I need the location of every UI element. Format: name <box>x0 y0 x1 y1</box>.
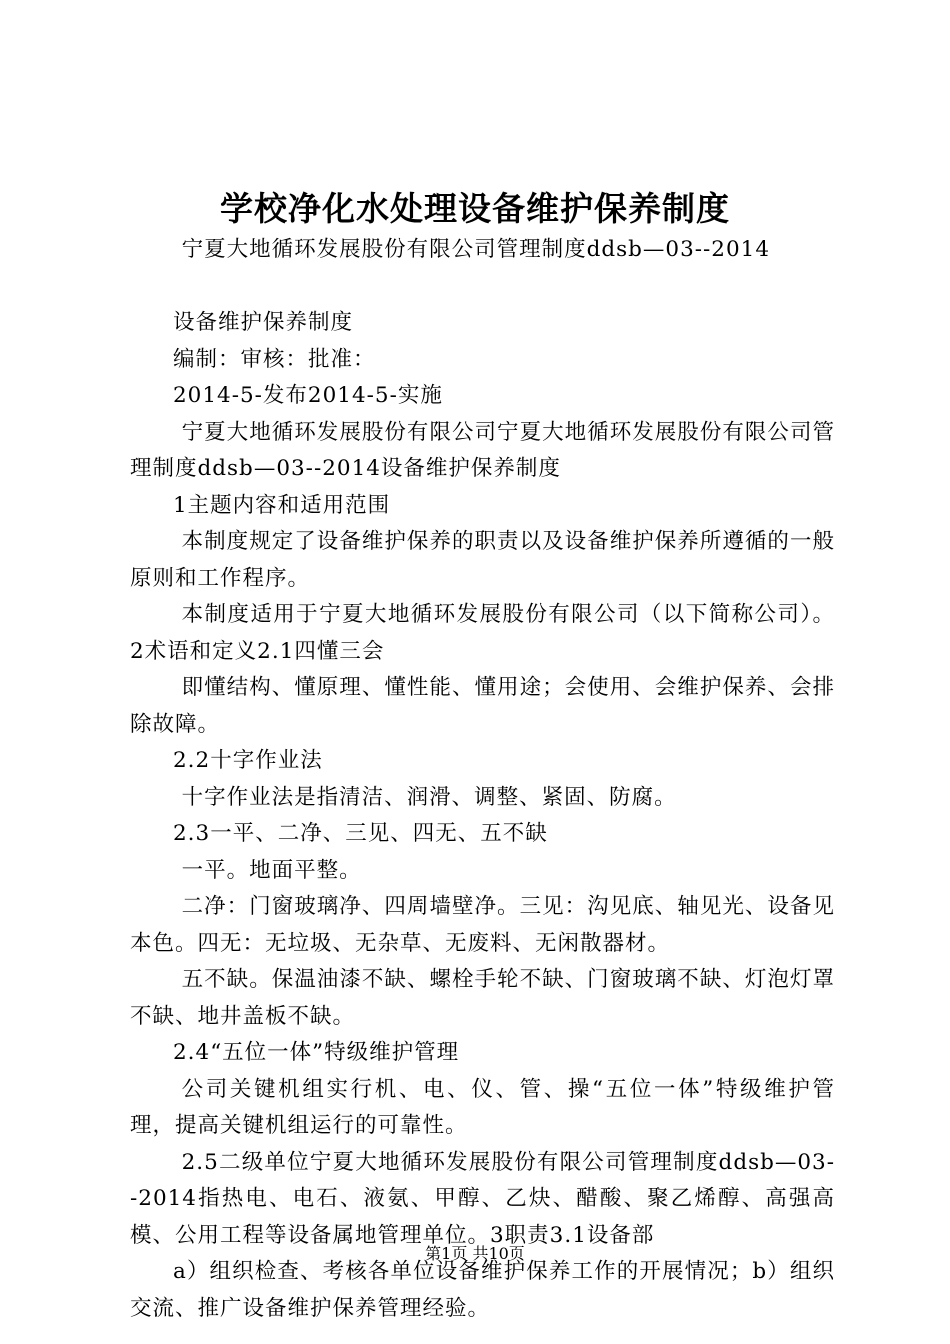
section-heading: 2.3一平、二净、三见、四无、五不缺 <box>173 821 548 846</box>
paragraph: 一平。地面平整。 <box>181 857 362 883</box>
paragraph: 本制度规定了设备维护保养的职责以及设备维护保养所遵循的一般原则和工作程序。 <box>130 529 835 591</box>
paragraph: 二净：门窗玻璃净、四周墙壁净。三见：沟见底、轴见光、设备见本色。四无：无垃圾、无杂草、无废料、无闲散器材。 <box>130 894 835 956</box>
paragraph: 2014-5-发布2014-5-实施 <box>173 383 443 408</box>
paragraph: 2.5二级单位宁夏大地循环发展股份有限公司管理制度ddsb—03--2014指热电、电石、液氨、甲醇、乙炔、醋酸、聚乙烯醇、高强高模、公用工程等设备属地管理单位。3职责3.1设备部 <box>130 1149 835 1248</box>
paragraph: 编制：审核：批准： <box>173 346 376 372</box>
document-body <box>130 232 835 1327</box>
spacer <box>130 269 835 306</box>
document-subtitle: 宁夏大地循环发展股份有限公司管理制度ddsb—03--2014 <box>181 237 771 262</box>
paragraph: 五不缺。保温油漆不缺、螺栓手轮不缺、门窗玻璃不缺、灯泡灯罩不缺、地井盖板不缺。 <box>130 967 835 1029</box>
paragraph: 十字作业法是指清洁、润滑、调整、紧固、防腐。 <box>181 784 677 810</box>
document-title: 学校净化水处理设备维护保养制度 <box>220 189 730 228</box>
section-heading: 2.4“五位一体”特级维护管理 <box>173 1040 460 1065</box>
page-number: 第1页 共10页 <box>425 1244 525 1263</box>
paragraph: 本制度适用于宁夏大地循环发展股份有限公司（以下简称公司）。2术语和定义2.1四懂三会 <box>130 602 835 664</box>
paragraph: 即懂结构、懂原理、懂性能、懂用途；会使用、会维护保养、会排除故障。 <box>130 675 835 737</box>
section-heading: 1主题内容和适用范围 <box>173 492 391 518</box>
paragraph: 设备维护保养制度 <box>173 310 354 335</box>
section-heading: 2.2十字作业法 <box>173 748 323 773</box>
paragraph: a）组织检查、考核各单位设备维护保养工作的开展情况；b）组织交流、推广设备维护保养管理经验。 <box>130 1259 835 1321</box>
paragraph: 宁夏大地循环发展股份有限公司宁夏大地循环发展股份有限公司管理制度ddsb—03--2014设备维护保养制度 <box>130 419 835 481</box>
paragraph: 公司关键机组实行机、电、仪、管、操“五位一体”特级维护管理，提高关键机组运行的可靠性。 <box>130 1076 835 1138</box>
